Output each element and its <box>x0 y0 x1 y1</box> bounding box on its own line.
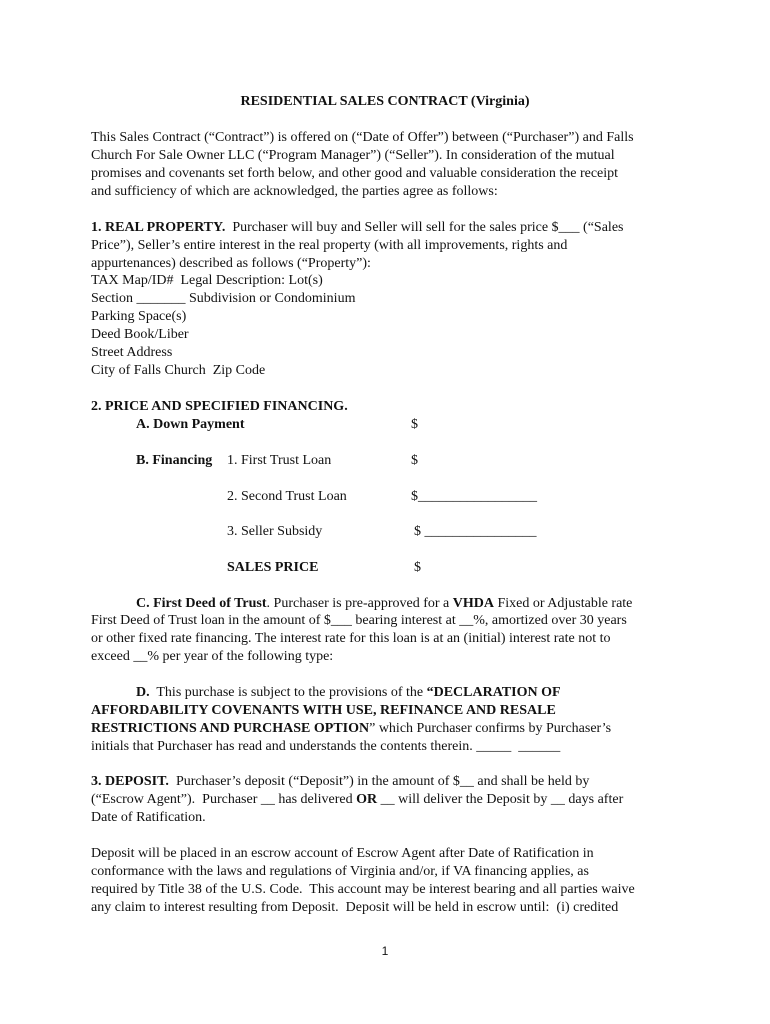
property-street-address: Street Address <box>91 345 173 360</box>
d-line <box>136 684 561 702</box>
c-line: First Deed of Trust loan in the amount of $___ bearing interest at __%, amortized over 30 years <box>91 613 627 628</box>
section-1-line: appurtenances) described as follows (“Property”): <box>91 256 371 271</box>
section-3-text: Purchaser’s deposit (“Deposit”) in the amount of $__ and shall be held by <box>168 774 590 789</box>
section-3-line: Date of Ratification. <box>91 810 206 825</box>
second-trust-label: 2. Second Trust Loan <box>227 489 347 504</box>
c-text: Fixed or Adjustable rate <box>493 596 633 611</box>
first-trust-label: 1. First Trust Loan <box>227 453 332 468</box>
deposit-line: Deposit will be placed in an escrow account of Escrow Agent after Date of Ratification in <box>91 846 594 861</box>
section-3-line <box>91 773 589 791</box>
section-1-line <box>91 219 623 237</box>
d-text: ” which Purchaser confirms by Purchaser’s <box>369 721 612 736</box>
intro-line: and sufficiency of which are acknowledged, the parties agree as follows: <box>91 184 498 199</box>
c-line: or other fixed rate financing. The interest rate for this loan is at an (initial) interest rate not to <box>91 631 611 646</box>
intro-line: Church For Sale Owner LLC (“Program Manager”) (“Seller”). In consideration of the mutual <box>91 148 615 163</box>
d-initials-line: initials that Purchaser has read and understands the contents therein. _____ ______ <box>91 739 561 754</box>
intro-line: This Sales Contract (“Contract”) is offered on (“Date of Offer”) between (“Purchaser”) and Falls <box>91 130 634 145</box>
deposit-line: required by Title 38 of the U.S. Code. This account may be interest bearing and all parties waive <box>91 882 635 897</box>
down-payment-value: $ <box>411 417 418 432</box>
d-line <box>91 720 611 738</box>
section-1-line: Price”), Seller’s entire interest in the real property (with all improvements, rights and <box>91 238 568 253</box>
d-text: This purchase is subject to the provisions of the <box>149 685 427 700</box>
financing-label: B. Financing <box>136 453 213 468</box>
c-line <box>136 595 632 613</box>
intro-line: promises and covenants set forth below, and other good and valuable consideration the receipt <box>91 166 619 181</box>
sales-price-label: SALES PRICE <box>227 560 319 575</box>
vhda-label: VHDA <box>452 596 494 611</box>
page-number: 1 <box>381 944 389 958</box>
down-payment-label: A. Down Payment <box>136 417 245 432</box>
declaration-title: AFFORDABILITY COVENANTS WITH USE, REFINANCE AND RESALE <box>91 703 556 718</box>
property-section: Section _______ Subdivision or Condominium <box>91 291 356 306</box>
c-text: . Purchaser is pre-approved for a <box>266 596 453 611</box>
section-1-heading: 1. REAL PROPERTY. <box>91 220 226 235</box>
section-3-heading: 3. DEPOSIT. <box>91 774 169 789</box>
deposit-line: any claim to interest resulting from Deposit. Deposit will be held in escrow until: (i) credited <box>91 900 619 915</box>
c-heading: C. First Deed of Trust <box>136 596 267 611</box>
section-2-heading: 2. PRICE AND SPECIFIED FINANCING. <box>91 399 348 414</box>
section-3-text: __ will deliver the Deposit by __ days after <box>377 792 624 807</box>
property-deed-book: Deed Book/Liber <box>91 327 189 342</box>
section-3-text: (“Escrow Agent”). Purchaser __ has delivered <box>91 792 357 807</box>
c-line: exceed __% per year of the following type: <box>91 649 334 664</box>
property-taxmap: TAX Map/ID# Legal Description: Lot(s) <box>91 273 323 288</box>
d-label: D. <box>136 685 150 700</box>
seller-subsidy-value: $ ________________ <box>414 524 537 539</box>
section-3-line <box>91 791 623 809</box>
declaration-title: RESTRICTIONS AND PURCHASE OPTION <box>91 721 370 736</box>
property-parking: Parking Space(s) <box>91 309 187 324</box>
second-trust-value: $_________________ <box>411 489 537 504</box>
first-trust-value: $ <box>411 453 418 468</box>
seller-subsidy-label: 3. Seller Subsidy <box>227 524 323 539</box>
deposit-line: conformance with the laws and regulations of Virginia and/or, if VA financing applies, as <box>91 864 589 879</box>
sales-price-value: $ <box>414 560 421 575</box>
declaration-title: “DECLARATION OF <box>426 685 561 700</box>
section-1-text: Purchaser will buy and Seller will sell for the sales price $___ (“Sales <box>225 220 624 235</box>
property-city-zip: City of Falls Church Zip Code <box>91 363 266 378</box>
or-label: OR <box>356 792 378 807</box>
document-title: RESIDENTIAL SALES CONTRACT (Virginia) <box>240 94 530 109</box>
